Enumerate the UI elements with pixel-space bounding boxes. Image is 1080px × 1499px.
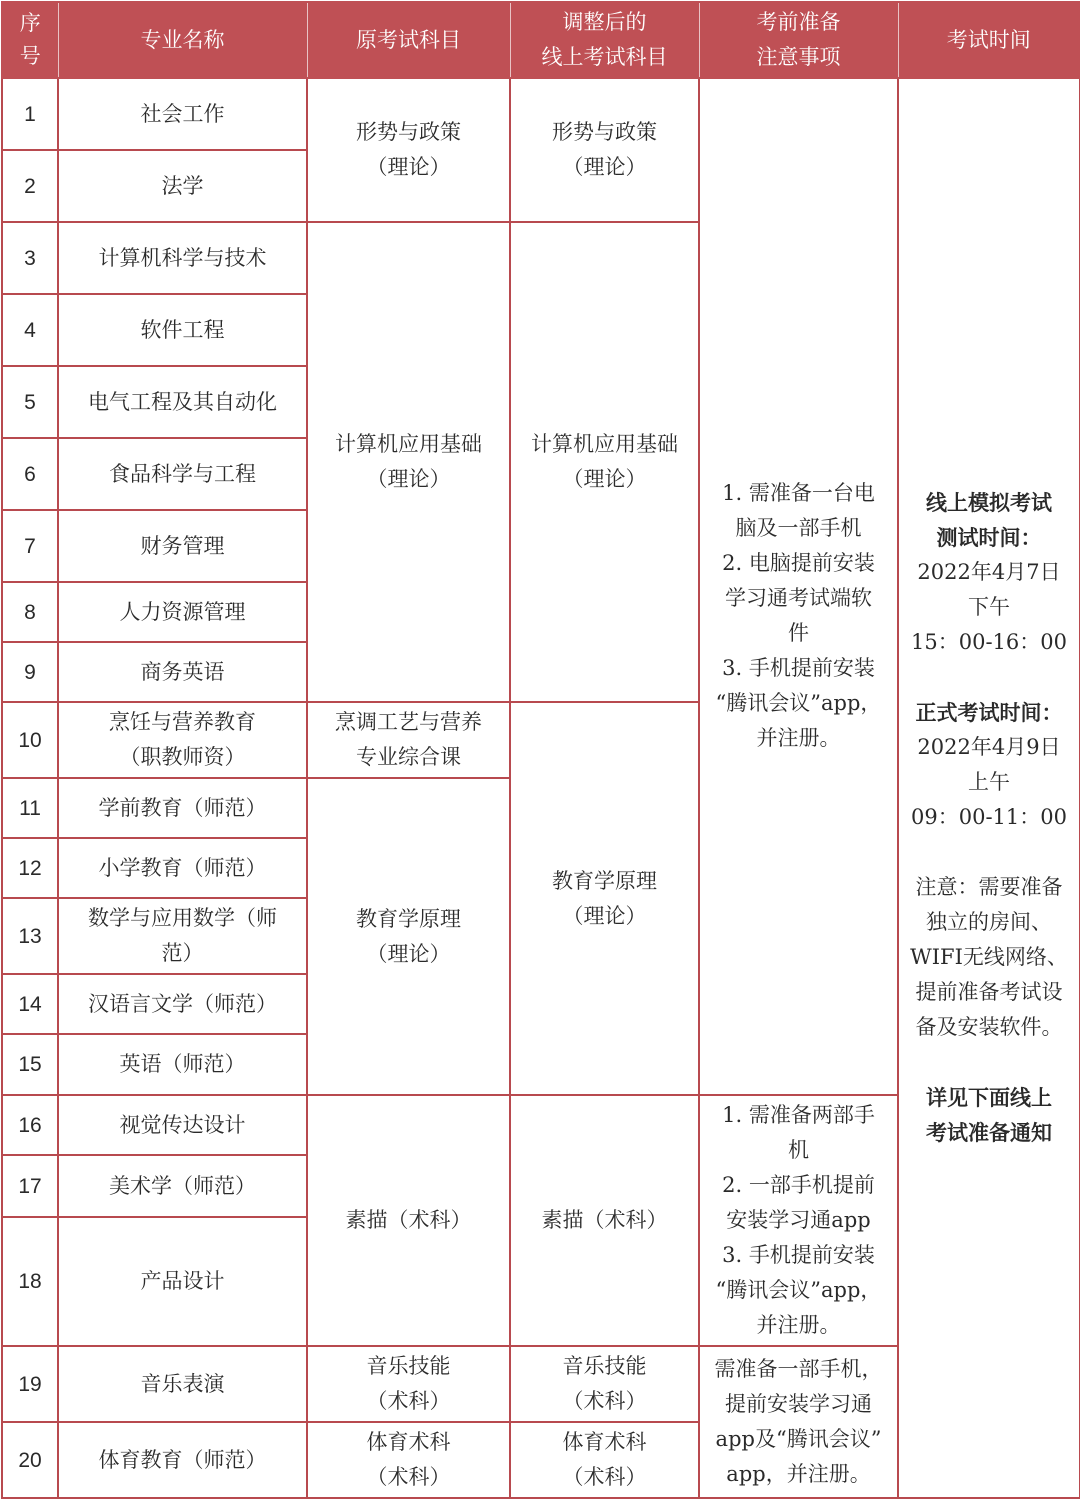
major-name: 学前教育（师范） (58, 778, 307, 838)
major-name: 电气工程及其自动化 (58, 366, 307, 438)
major-name: 视觉传达设计 (58, 1095, 307, 1155)
row-number: 11 (2, 778, 58, 838)
row-number: 17 (2, 1155, 58, 1216)
major-name: 计算机科学与技术 (58, 222, 307, 294)
header-seq: 序 号 (2, 2, 58, 78)
major-name: 软件工程 (58, 294, 307, 366)
adjusted-subject: 教育学原理 （理论） (510, 702, 699, 1095)
original-subject: 体育术科 （术科） (307, 1422, 510, 1498)
original-subject: 形势与政策 （理论） (307, 78, 510, 222)
major-name: 美术学（师范） (58, 1155, 307, 1216)
major-name: 产品设计 (58, 1217, 307, 1346)
row-number: 5 (2, 366, 58, 438)
original-subject: 烹调工艺与营养 专业综合课 (307, 702, 510, 778)
formal-exam-label: 正式考试时间： (915, 699, 1063, 725)
formal-exam-date: 2022年4月9日 (917, 734, 1061, 759)
row-number: 3 (2, 222, 58, 294)
header-original-subject: 原考试科目 (307, 2, 510, 78)
header-row (2, 2, 1080, 78)
major-name: 体育教育（师范） (58, 1422, 307, 1498)
major-name: 食品科学与工程 (58, 438, 307, 510)
row-number: 12 (2, 838, 58, 898)
row-number: 20 (2, 1422, 58, 1498)
major-name: 小学教育（师范） (58, 838, 307, 898)
see-below-note: 详见下面线上 (926, 1084, 1052, 1110)
original-subject: 计算机应用基础 （理论） (307, 222, 510, 702)
header-exam-time: 考试时间 (898, 2, 1080, 78)
row-number: 14 (2, 974, 58, 1034)
major-name: 人力资源管理 (58, 582, 307, 642)
major-name: 社会工作 (58, 78, 307, 150)
header-major: 专业名称 (58, 2, 307, 78)
major-name: 音乐表演 (58, 1346, 307, 1422)
mock-exam-date: 2022年4月7日 (917, 559, 1061, 584)
preparation-notes-art: 1. 需准备两部手 机 2. 一部手机提前 安装学习通app 3. 手机提前安装 “腾讯会议”app， 并注册。 (699, 1095, 898, 1346)
adjusted-subject: 体育术科 （术科） (510, 1422, 699, 1498)
preparation-notes-computer: 1. 需准备一台电 脑及一部手机 2. 电脑提前安装 学习通考试端软 件 3. 手机提前安装 “腾讯会议”app， 并注册。 (699, 78, 898, 1095)
row-number: 9 (2, 642, 58, 702)
exam-schedule-table (1, 1, 1080, 1499)
preparation-notes-phone: 需准备一部手机， 提前安装学习通 app及“腾讯会议” app，并注册。 (699, 1346, 898, 1498)
row-number: 4 (2, 294, 58, 366)
row-number: 6 (2, 438, 58, 510)
exam-notice: 注意：需要准备 (915, 874, 1063, 899)
row-number: 10 (2, 702, 58, 778)
table-row (2, 78, 1080, 150)
row-number: 7 (2, 510, 58, 582)
major-name: 法学 (58, 150, 307, 222)
adjusted-subject: 计算机应用基础 （理论） (510, 222, 699, 702)
row-number: 2 (2, 150, 58, 222)
adjusted-subject: 素描（术科） (510, 1095, 699, 1346)
adjusted-subject: 音乐技能 （术科） (510, 1346, 699, 1422)
major-name: 烹饪与营养教育 （职教师资） (58, 702, 307, 778)
major-name: 数学与应用数学（师 范） (58, 898, 307, 974)
major-name: 财务管理 (58, 510, 307, 582)
mock-exam-label: 线上模拟考试 (926, 489, 1052, 515)
adjusted-subject: 形势与政策 （理论） (510, 78, 699, 222)
row-number: 16 (2, 1095, 58, 1155)
row-number: 19 (2, 1346, 58, 1422)
row-number: 8 (2, 582, 58, 642)
major-name: 汉语言文学（师范） (58, 974, 307, 1034)
row-number: 1 (2, 78, 58, 150)
row-number: 15 (2, 1034, 58, 1095)
exam-time-cell: 线上模拟考试 测试时间： 2022年4月7日 下午 15：00-16：00 正式考试时间： 2022年4月9日 上午 09：00-11：00 注意：需要准备 独立的房间、 WIFI无线网络、 提前准备考试设 备及安装软件。 详见下面线上 考试准备通知 (898, 78, 1080, 1498)
major-name: 英语（师范） (58, 1034, 307, 1095)
major-name: 商务英语 (58, 642, 307, 702)
row-number: 18 (2, 1217, 58, 1346)
header-preparation: 考前准备 注意事项 (699, 2, 898, 78)
original-subject: 教育学原理 （理论） (307, 778, 510, 1095)
row-number: 13 (2, 898, 58, 974)
original-subject: 素描（术科） (307, 1095, 510, 1346)
original-subject: 音乐技能 （术科） (307, 1346, 510, 1422)
header-adjusted-subject: 调整后的 线上考试科目 (510, 2, 699, 78)
